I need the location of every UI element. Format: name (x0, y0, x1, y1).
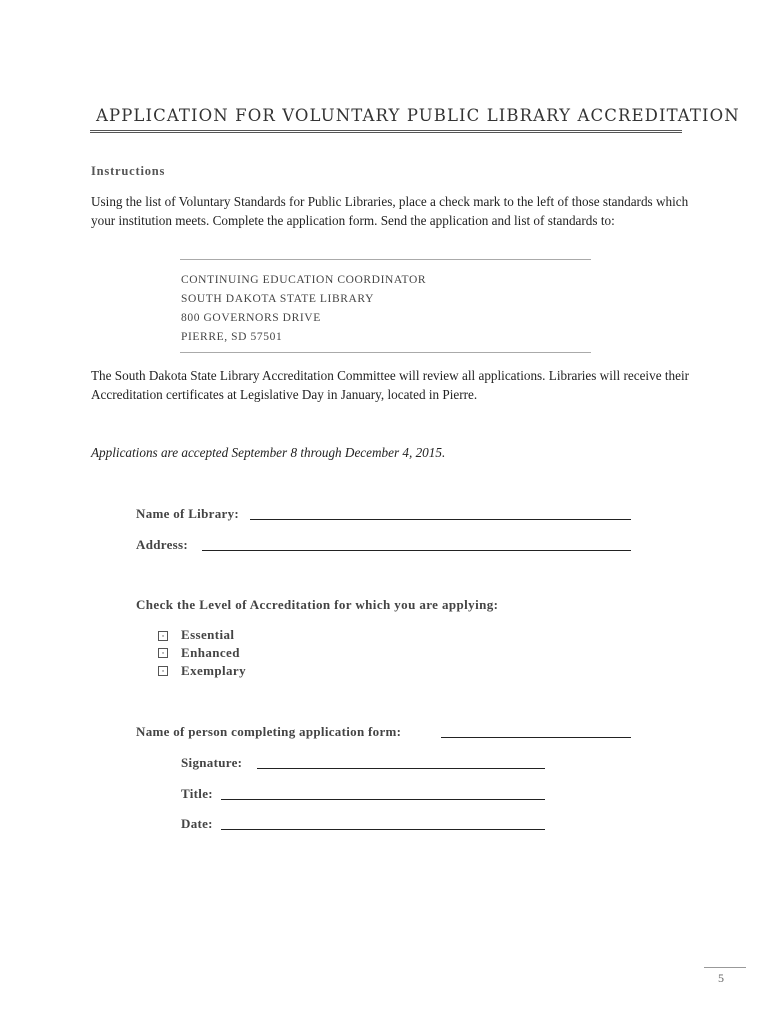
person-completing-field[interactable] (441, 724, 631, 738)
address-label: Address: (136, 537, 189, 552)
accreditation-level-heading: Check the Level of Accreditation for which you are applying: (136, 597, 499, 612)
instructions-paragraph: Using the list of Voluntary Standards for Public Libraries, place a check mark to the left of those standards which your institution meets. Complete the application form. Send the application and list of standards to: (91, 194, 689, 228)
signature-label: Signature: (181, 755, 243, 770)
enhanced-label: Enhanced (181, 645, 240, 660)
page-number-rule (704, 967, 746, 968)
address-field[interactable] (202, 537, 631, 551)
address-line-2: SOUTH DAKOTA STATE LIBRARY (181, 293, 374, 305)
essential-label: Essential (181, 627, 235, 642)
document-title: APPLICATION FOR VOLUNTARY PUBLIC LIBRARY ACCREDITATION (96, 106, 740, 125)
address-top-rule (180, 259, 591, 260)
instructions-heading: Instructions (91, 164, 166, 178)
title-label: Title: (181, 786, 213, 801)
essential-checkbox[interactable]: ▫ (158, 631, 168, 641)
signature-field[interactable] (257, 755, 545, 769)
library-name-field[interactable] (250, 506, 631, 520)
page-number: 5 (718, 971, 724, 985)
applications-deadline-note: Applications are accepted September 8 through December 4, 2015. (91, 445, 446, 460)
exemplary-checkbox[interactable]: ▫ (158, 666, 168, 676)
person-completing-label: Name of person completing application form: (136, 724, 402, 739)
address-line-3: 800 GOVERNORS DRIVE (181, 312, 321, 324)
mailing-address (181, 271, 426, 347)
date-label: Date: (181, 816, 213, 831)
library-name-label: Name of Library: (136, 506, 239, 521)
address-line-1: CONTINUING EDUCATION COORDINATOR (181, 274, 427, 286)
address-bottom-rule (180, 352, 591, 353)
address-line-4: PIERRE, SD 57501 (181, 331, 283, 343)
title-rule (90, 130, 682, 133)
exemplary-label: Exemplary (181, 663, 246, 678)
enhanced-checkbox[interactable]: ▫ (158, 648, 168, 658)
review-paragraph: The South Dakota State Library Accreditation Committee will review all applications. Libraries will receive their Accreditation certificates at Legislative Day in January, located in Pierre. (91, 368, 690, 402)
date-field[interactable] (221, 816, 545, 830)
title-field[interactable] (221, 786, 545, 800)
